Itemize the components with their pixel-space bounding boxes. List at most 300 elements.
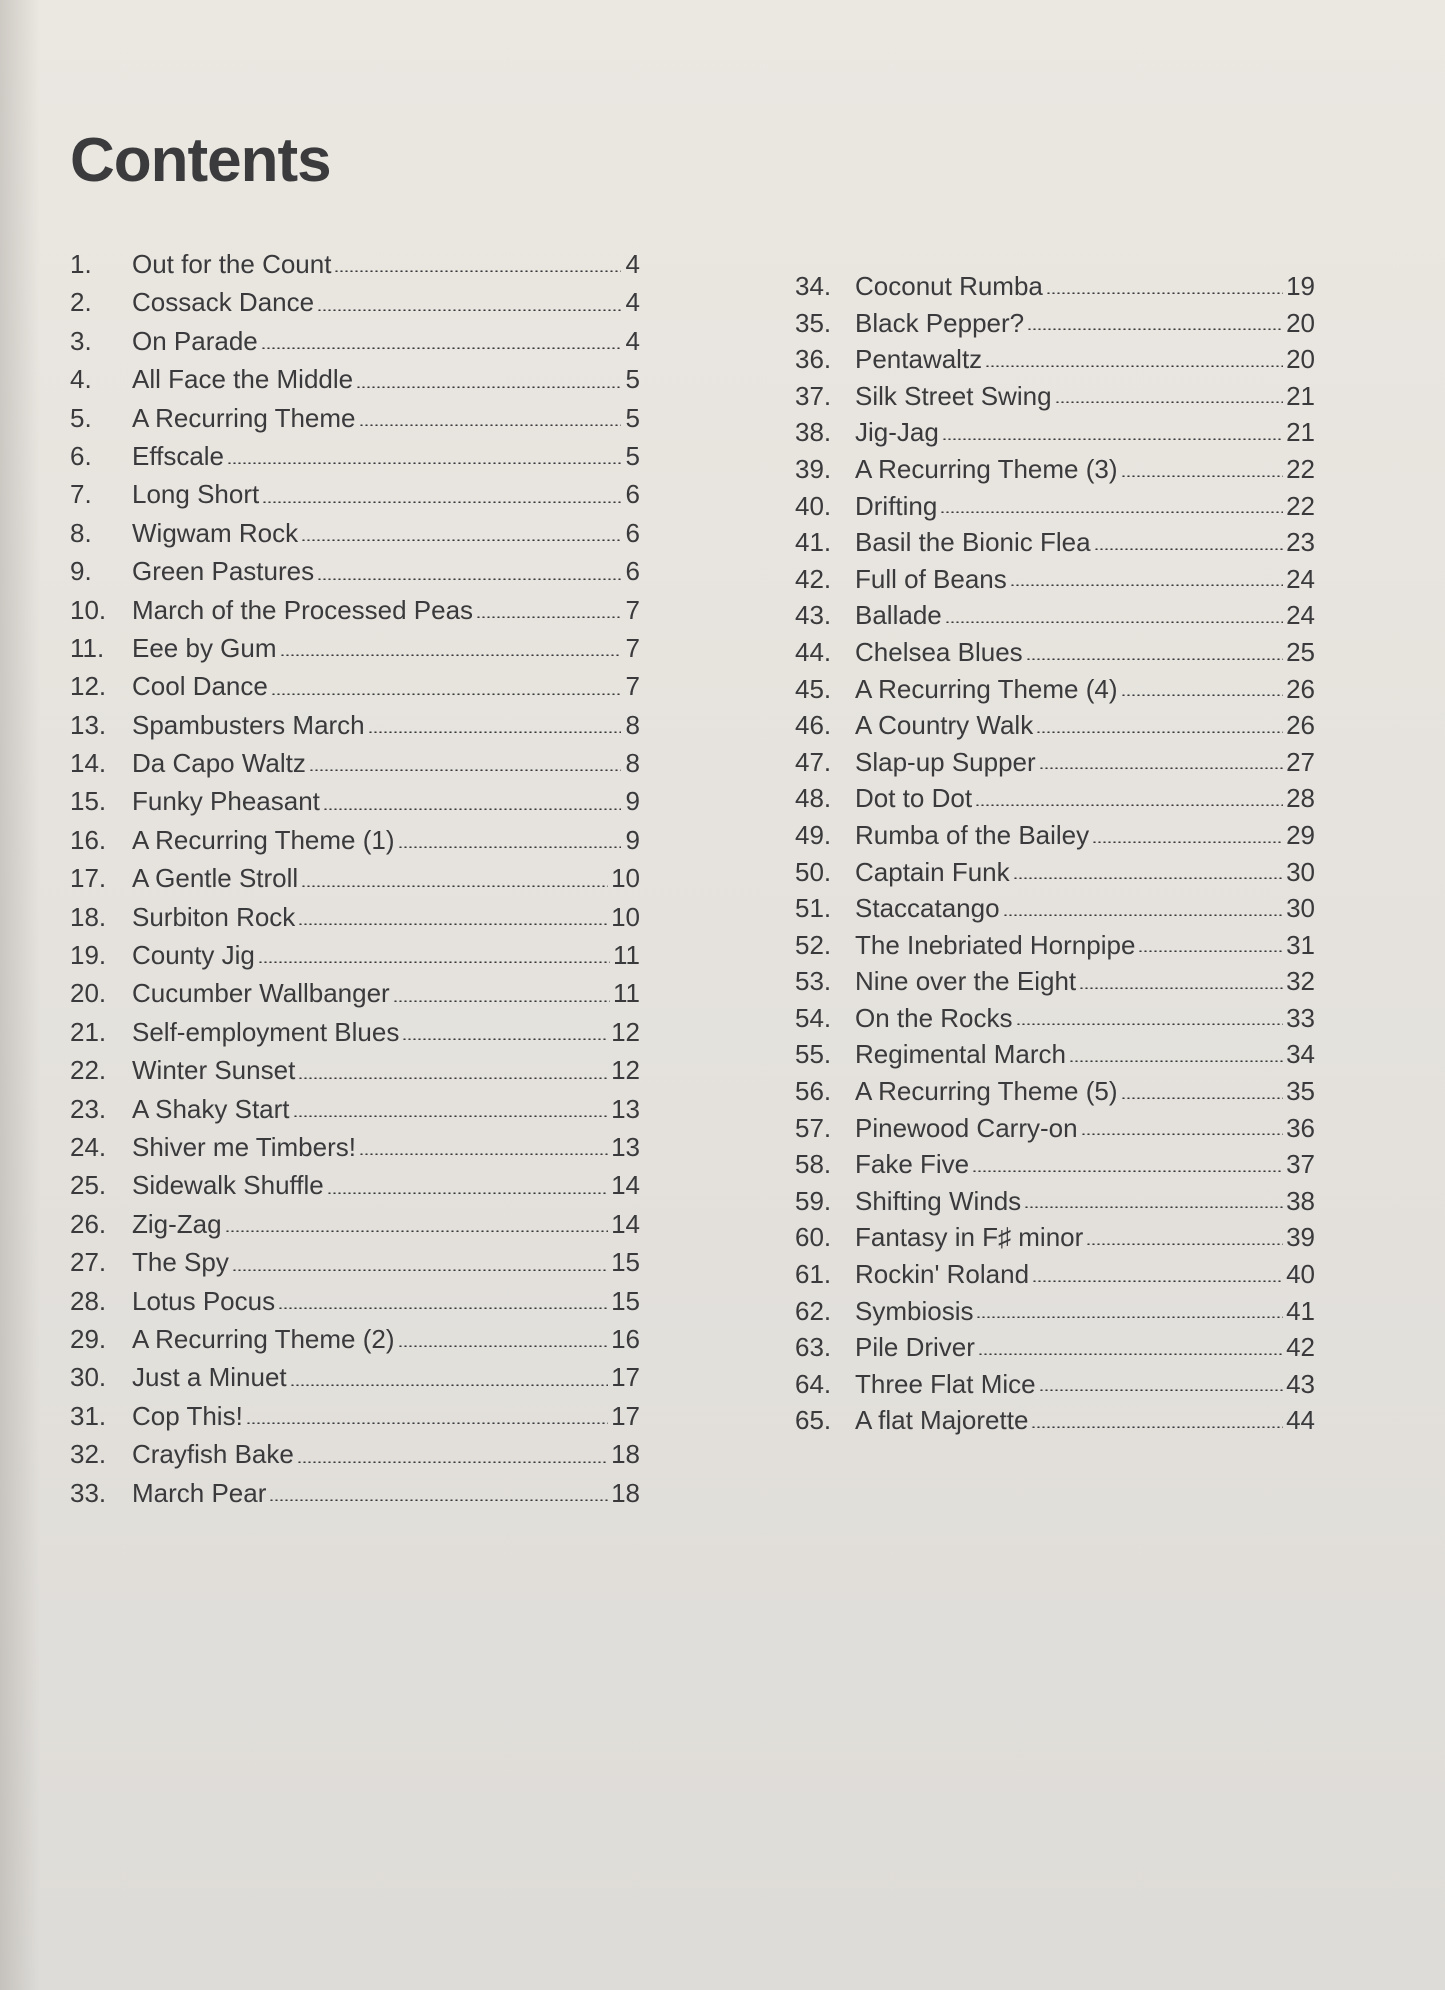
dot-leader <box>1032 1280 1283 1282</box>
entry-page-number: 30 <box>1286 856 1315 887</box>
entry-number: 32. <box>70 1439 107 1470</box>
contents-entry <box>795 1402 1315 1439</box>
entry-page-number: 8 <box>625 709 640 740</box>
entry-page-number: 16 <box>611 1323 640 1354</box>
entry-title: March of the Processed Peas <box>132 594 474 625</box>
entry-title: Zig-Zag <box>132 1208 222 1239</box>
contents-entry <box>70 1474 640 1512</box>
entry-page-number: 37 <box>1286 1149 1315 1180</box>
contents-entry <box>795 854 1315 891</box>
dot-leader <box>1031 1426 1283 1428</box>
dot-leader <box>1024 1206 1283 1208</box>
contents-entry <box>70 1128 640 1166</box>
contents-entry <box>795 414 1315 451</box>
entry-page-number: 13 <box>611 1093 640 1124</box>
dot-leader <box>1079 987 1283 989</box>
entry-title: Long Short <box>132 479 260 510</box>
dot-leader <box>246 1422 608 1424</box>
contents-list-left <box>70 245 640 1512</box>
dot-leader <box>985 365 1283 367</box>
contents-entry <box>70 552 640 590</box>
entry-number: 15. <box>70 786 107 817</box>
contents-entry <box>795 1366 1315 1403</box>
entry-number: 64. <box>795 1368 832 1399</box>
entry-page-number: 24 <box>1286 600 1315 631</box>
entry-page-number: 4 <box>625 249 640 279</box>
contents-entry <box>795 780 1315 817</box>
contents-entry <box>70 898 640 936</box>
entry-page-number: 31 <box>1286 929 1315 960</box>
contents-entry <box>795 561 1315 598</box>
entry-title: Cop This! <box>132 1400 243 1431</box>
entry-number: 1. <box>70 249 92 279</box>
contents-entry <box>70 1358 640 1396</box>
entry-title: A Country Walk <box>855 710 1034 741</box>
entry-title: Staccatango <box>855 893 1000 924</box>
dot-leader <box>1036 731 1283 733</box>
entry-page-number: 28 <box>1286 783 1315 814</box>
entry-title: A flat Majorette <box>855 1405 1029 1436</box>
entry-number: 48. <box>795 783 832 814</box>
dot-leader <box>297 1461 608 1463</box>
dot-leader <box>271 693 621 695</box>
entry-title: The Spy <box>132 1247 229 1278</box>
entry-page-number: 7 <box>625 671 640 702</box>
entry-page-number: 15 <box>611 1247 640 1278</box>
entry-number: 57. <box>795 1112 832 1143</box>
entry-number: 9. <box>70 556 92 587</box>
dot-leader <box>1013 877 1283 879</box>
entry-page-number: 11 <box>613 978 640 1009</box>
entry-title: Surbiton Rock <box>132 901 296 932</box>
dot-leader <box>258 961 610 963</box>
entry-number: 23. <box>70 1093 107 1124</box>
entry-title: Fake Five <box>855 1149 970 1180</box>
entry-title: On Parade <box>132 325 258 356</box>
entry-number: 13. <box>70 709 107 740</box>
dot-leader <box>975 804 1283 806</box>
entry-page-number: 6 <box>625 479 640 510</box>
entry-title: Three Flat Mice <box>855 1368 1036 1399</box>
dot-leader <box>393 1000 610 1002</box>
entry-page-number: 14 <box>611 1170 640 1201</box>
entry-page-number: 11 <box>613 940 640 971</box>
contents-entry <box>70 936 640 974</box>
dot-leader <box>356 386 621 388</box>
entry-page-number: 20 <box>1286 307 1315 338</box>
dot-leader <box>309 769 621 771</box>
entry-number: 42. <box>795 563 832 594</box>
entry-title: Drifting <box>855 490 938 521</box>
entry-title: Out for the Count <box>132 249 332 279</box>
contents-entry <box>795 927 1315 964</box>
entry-page-number: 26 <box>1286 673 1315 704</box>
contents-entry <box>70 1320 640 1358</box>
entry-page-number: 8 <box>625 748 640 779</box>
contents-entry <box>70 1166 640 1204</box>
contents-entry <box>795 1146 1315 1183</box>
dot-leader <box>262 501 621 503</box>
contents-entry <box>70 514 640 552</box>
dot-leader <box>1092 841 1283 843</box>
dot-leader <box>317 309 621 311</box>
entry-page-number: 5 <box>625 402 640 433</box>
entry-number: 35. <box>795 307 832 338</box>
contents-entry <box>795 1073 1315 1110</box>
entry-page-number: 7 <box>625 632 640 663</box>
contents-entry <box>795 744 1315 781</box>
entry-title: Spambusters March <box>132 709 365 740</box>
entry-title: Just a Minuet <box>132 1362 287 1393</box>
contents-entry <box>70 1282 640 1320</box>
entry-title: Basil the Bionic Flea <box>855 527 1091 558</box>
entry-title: Silk Street Swing <box>855 380 1052 411</box>
entry-title: A Recurring Theme (5) <box>855 1076 1118 1107</box>
dot-leader <box>359 1153 608 1155</box>
contents-list-right <box>795 268 1315 1439</box>
entry-number: 20. <box>70 978 107 1009</box>
entry-title: Rumba of the Bailey <box>855 819 1090 850</box>
entry-number: 11. <box>70 632 105 663</box>
dot-leader <box>1069 1060 1283 1062</box>
entry-number: 8. <box>70 517 92 548</box>
dot-leader <box>976 1316 1283 1318</box>
entry-title: Pile Driver <box>855 1332 975 1363</box>
entry-title: Full of Beans <box>855 563 1007 594</box>
contents-entry <box>795 1256 1315 1293</box>
dot-leader <box>1039 1389 1283 1391</box>
entry-number: 60. <box>795 1222 832 1253</box>
entry-title: Pinewood Carry-on <box>855 1112 1078 1143</box>
entry-number: 58. <box>795 1149 832 1180</box>
entry-page-number: 22 <box>1286 490 1315 521</box>
contents-entry <box>70 821 640 859</box>
dot-leader <box>280 654 621 656</box>
entry-number: 55. <box>795 1039 832 1070</box>
contents-entry <box>70 1243 640 1281</box>
entry-title: Coconut Rumba <box>855 271 1043 301</box>
contents-entry <box>795 963 1315 1000</box>
entry-number: 54. <box>795 1002 832 1033</box>
entry-page-number: 18 <box>611 1439 640 1470</box>
contents-entry <box>795 524 1315 561</box>
dot-leader <box>359 424 621 426</box>
entry-number: 21. <box>70 1016 107 1047</box>
dot-leader <box>269 1499 608 1501</box>
entry-number: 53. <box>795 966 832 997</box>
dot-leader <box>298 923 608 925</box>
contents-entry <box>795 597 1315 634</box>
dot-leader <box>317 578 621 580</box>
entry-number: 43. <box>795 600 832 631</box>
entry-number: 4. <box>70 364 92 395</box>
entry-number: 10. <box>70 594 107 625</box>
entry-page-number: 39 <box>1286 1222 1315 1253</box>
contents-entry <box>795 305 1315 342</box>
entry-number: 49. <box>795 819 832 850</box>
contents-entry <box>795 707 1315 744</box>
dot-leader <box>402 1038 608 1040</box>
entry-number: 52. <box>795 929 832 960</box>
entry-title: Cossack Dance <box>132 287 315 318</box>
entry-page-number: 19 <box>1286 271 1315 301</box>
contents-entry <box>70 706 640 744</box>
entry-number: 16. <box>70 824 107 855</box>
entry-title: Fantasy in F♯ minor <box>855 1222 1084 1253</box>
contents-entry <box>70 974 640 1012</box>
entry-number: 51. <box>795 893 832 924</box>
dot-leader <box>942 438 1283 440</box>
entry-number: 36. <box>795 344 832 375</box>
dot-leader <box>261 347 621 349</box>
dot-leader <box>1016 1023 1284 1025</box>
dot-leader <box>1046 292 1283 294</box>
entry-page-number: 35 <box>1286 1076 1315 1107</box>
contents-entry <box>70 1205 640 1243</box>
entry-page-number: 29 <box>1286 819 1315 850</box>
entry-number: 46. <box>795 710 832 741</box>
entry-page-number: 4 <box>625 325 640 356</box>
entry-page-number: 12 <box>611 1055 640 1086</box>
entry-title: Symbiosis <box>855 1295 974 1326</box>
dot-leader <box>476 616 621 618</box>
entry-title: A Recurring Theme <box>132 402 356 433</box>
entry-title: The Inebriated Hornpipe <box>855 929 1136 960</box>
dot-leader <box>398 1345 609 1347</box>
entry-page-number: 32 <box>1286 966 1315 997</box>
entry-number: 25. <box>70 1170 107 1201</box>
dot-leader <box>1003 914 1284 916</box>
dot-leader <box>1027 328 1283 330</box>
entry-page-number: 21 <box>1286 417 1315 448</box>
entry-title: Da Capo Waltz <box>132 748 306 779</box>
dot-leader <box>1121 475 1284 477</box>
entry-title: Slap-up Supper <box>855 746 1036 777</box>
entry-number: 18. <box>70 901 107 932</box>
entry-title: Regimental March <box>855 1039 1066 1070</box>
entry-page-number: 13 <box>611 1131 640 1162</box>
entry-title: All Face the Middle <box>132 364 354 395</box>
entry-number: 33. <box>70 1477 107 1508</box>
entry-page-number: 36 <box>1286 1112 1315 1143</box>
entry-number: 56. <box>795 1076 832 1107</box>
entry-number: 3. <box>70 325 92 356</box>
entry-page-number: 9 <box>625 786 640 817</box>
dot-leader <box>1010 584 1283 586</box>
entry-title: A Recurring Theme (4) <box>855 673 1118 704</box>
entry-title: Self-employment Blues <box>132 1016 400 1047</box>
entry-page-number: 30 <box>1286 893 1315 924</box>
entry-page-number: 15 <box>611 1285 640 1316</box>
contents-entry <box>70 629 640 667</box>
entry-number: 34. <box>795 271 832 301</box>
entry-page-number: 24 <box>1286 563 1315 594</box>
entry-page-number: 25 <box>1286 636 1315 667</box>
dot-leader <box>290 1384 608 1386</box>
entry-number: 27. <box>70 1247 107 1278</box>
contents-entry <box>70 283 640 321</box>
entry-number: 29. <box>70 1323 107 1354</box>
entry-title: Nine over the Eight <box>855 966 1077 997</box>
entry-page-number: 38 <box>1286 1185 1315 1216</box>
dot-leader <box>278 1307 608 1309</box>
entry-title: Eee by Gum <box>132 632 277 663</box>
entry-page-number: 17 <box>611 1400 640 1431</box>
contents-entry <box>795 341 1315 378</box>
entry-number: 26. <box>70 1208 107 1239</box>
entry-title: Black Pepper? <box>855 307 1025 338</box>
contents-entry <box>70 1090 640 1128</box>
contents-entry <box>795 1293 1315 1330</box>
entry-page-number: 7 <box>625 594 640 625</box>
dot-leader <box>334 270 621 272</box>
entry-number: 65. <box>795 1405 832 1436</box>
entry-title: A Recurring Theme (2) <box>132 1323 395 1354</box>
entry-page-number: 6 <box>625 556 640 587</box>
entry-number: 63. <box>795 1332 832 1363</box>
dot-leader <box>945 621 1283 623</box>
contents-entry <box>70 322 640 360</box>
entry-number: 6. <box>70 440 92 471</box>
dot-leader <box>293 1115 609 1117</box>
entry-page-number: 27 <box>1286 746 1315 777</box>
contents-entry <box>70 1397 640 1435</box>
dot-leader <box>972 1170 1283 1172</box>
dot-leader <box>225 1230 609 1232</box>
contents-entry <box>70 859 640 897</box>
entry-title: Shiver me Timbers! <box>132 1131 356 1162</box>
entry-title: March Pear <box>132 1477 267 1508</box>
entry-page-number: 18 <box>611 1477 640 1508</box>
contents-entry <box>70 744 640 782</box>
entry-page-number: 33 <box>1286 1002 1315 1033</box>
entry-page-number: 5 <box>625 440 640 471</box>
contents-entry <box>70 591 640 629</box>
entry-title: A Recurring Theme (1) <box>132 824 395 855</box>
dot-leader <box>1121 1097 1284 1099</box>
entry-number: 2. <box>70 287 92 318</box>
entry-number: 5. <box>70 402 92 433</box>
contents-entry <box>795 378 1315 415</box>
entry-title: Funky Pheasant <box>132 786 320 817</box>
entry-page-number: 40 <box>1286 1259 1315 1290</box>
entry-title: County Jig <box>132 940 255 971</box>
contents-entry <box>70 1435 640 1473</box>
contents-entry <box>70 245 640 283</box>
entry-page-number: 23 <box>1286 527 1315 558</box>
contents-entry <box>795 817 1315 854</box>
entry-page-number: 10 <box>611 901 640 932</box>
entry-title: Chelsea Blues <box>855 636 1023 667</box>
entry-title: Lotus Pocus <box>132 1285 276 1316</box>
entry-page-number: 44 <box>1286 1405 1315 1436</box>
contents-entry <box>795 1329 1315 1366</box>
contents-entry <box>795 1110 1315 1147</box>
contents-entry <box>795 634 1315 671</box>
entry-number: 19. <box>70 940 107 971</box>
entry-page-number: 43 <box>1286 1368 1315 1399</box>
contents-entry <box>70 399 640 437</box>
dot-leader <box>1121 694 1284 696</box>
entry-title: Effscale <box>132 440 225 471</box>
entry-title: Captain Funk <box>855 856 1010 887</box>
entry-title: Shifting Winds <box>855 1185 1022 1216</box>
entry-title: Cucumber Wallbanger <box>132 978 390 1009</box>
contents-entry <box>70 1051 640 1089</box>
entry-title: A Gentle Stroll <box>132 863 299 894</box>
contents-entry <box>70 360 640 398</box>
entry-title: Jig-Jag <box>855 417 939 448</box>
entry-title: A Shaky Start <box>132 1093 290 1124</box>
entry-number: 62. <box>795 1295 832 1326</box>
entry-number: 28. <box>70 1285 107 1316</box>
entry-title: Winter Sunset <box>132 1055 296 1086</box>
entry-page-number: 12 <box>611 1016 640 1047</box>
entry-title: Ballade <box>855 600 942 631</box>
entry-title: On the Rocks <box>855 1002 1013 1033</box>
entry-title: A Recurring Theme (3) <box>855 453 1118 484</box>
entry-number: 17. <box>70 863 107 894</box>
entry-title: Green Pastures <box>132 556 315 587</box>
entry-number: 44. <box>795 636 832 667</box>
entry-number: 47. <box>795 746 832 777</box>
entry-page-number: 5 <box>625 364 640 395</box>
contents-entry <box>795 1183 1315 1220</box>
entry-title: Crayfish Bake <box>132 1439 294 1470</box>
contents-entry <box>70 782 640 820</box>
entry-title: Dot to Dot <box>855 783 973 814</box>
contents-entry <box>70 1013 640 1051</box>
dot-leader <box>327 1192 608 1194</box>
contents-entry <box>795 1219 1315 1256</box>
page-title: Contents <box>70 126 331 195</box>
entry-title: Cool Dance <box>132 671 268 702</box>
entry-page-number: 26 <box>1286 710 1315 741</box>
contents-entry <box>795 1036 1315 1073</box>
entry-number: 39. <box>795 453 832 484</box>
entry-number: 41. <box>795 527 832 558</box>
contents-entry <box>795 488 1315 525</box>
entry-number: 45. <box>795 673 832 704</box>
dot-leader <box>940 511 1283 513</box>
entry-title: Sidewalk Shuffle <box>132 1170 324 1201</box>
entry-number: 61. <box>795 1259 832 1290</box>
contents-entry <box>70 437 640 475</box>
dot-leader <box>1094 548 1284 550</box>
entry-number: 38. <box>795 417 832 448</box>
entry-page-number: 42 <box>1286 1332 1315 1363</box>
entry-number: 31. <box>70 1400 107 1431</box>
entry-number: 50. <box>795 856 832 887</box>
entry-title: Pentawaltz <box>855 344 983 375</box>
dot-leader <box>1026 658 1283 660</box>
entry-number: 14. <box>70 748 107 779</box>
entry-page-number: 14 <box>611 1208 640 1239</box>
entry-page-number: 41 <box>1286 1295 1315 1326</box>
entry-title: Wigwam Rock <box>132 517 299 548</box>
contents-entry <box>795 1000 1315 1037</box>
dot-leader <box>301 539 621 541</box>
contents-entry <box>795 890 1315 927</box>
entry-number: 59. <box>795 1185 832 1216</box>
page-fold-shadow <box>0 0 40 1990</box>
dot-leader <box>368 731 621 733</box>
entry-page-number: 10 <box>611 863 640 894</box>
contents-entry <box>795 268 1315 305</box>
dot-leader <box>1081 1133 1284 1135</box>
dot-leader <box>298 1077 608 1079</box>
entry-number: 7. <box>70 479 92 510</box>
